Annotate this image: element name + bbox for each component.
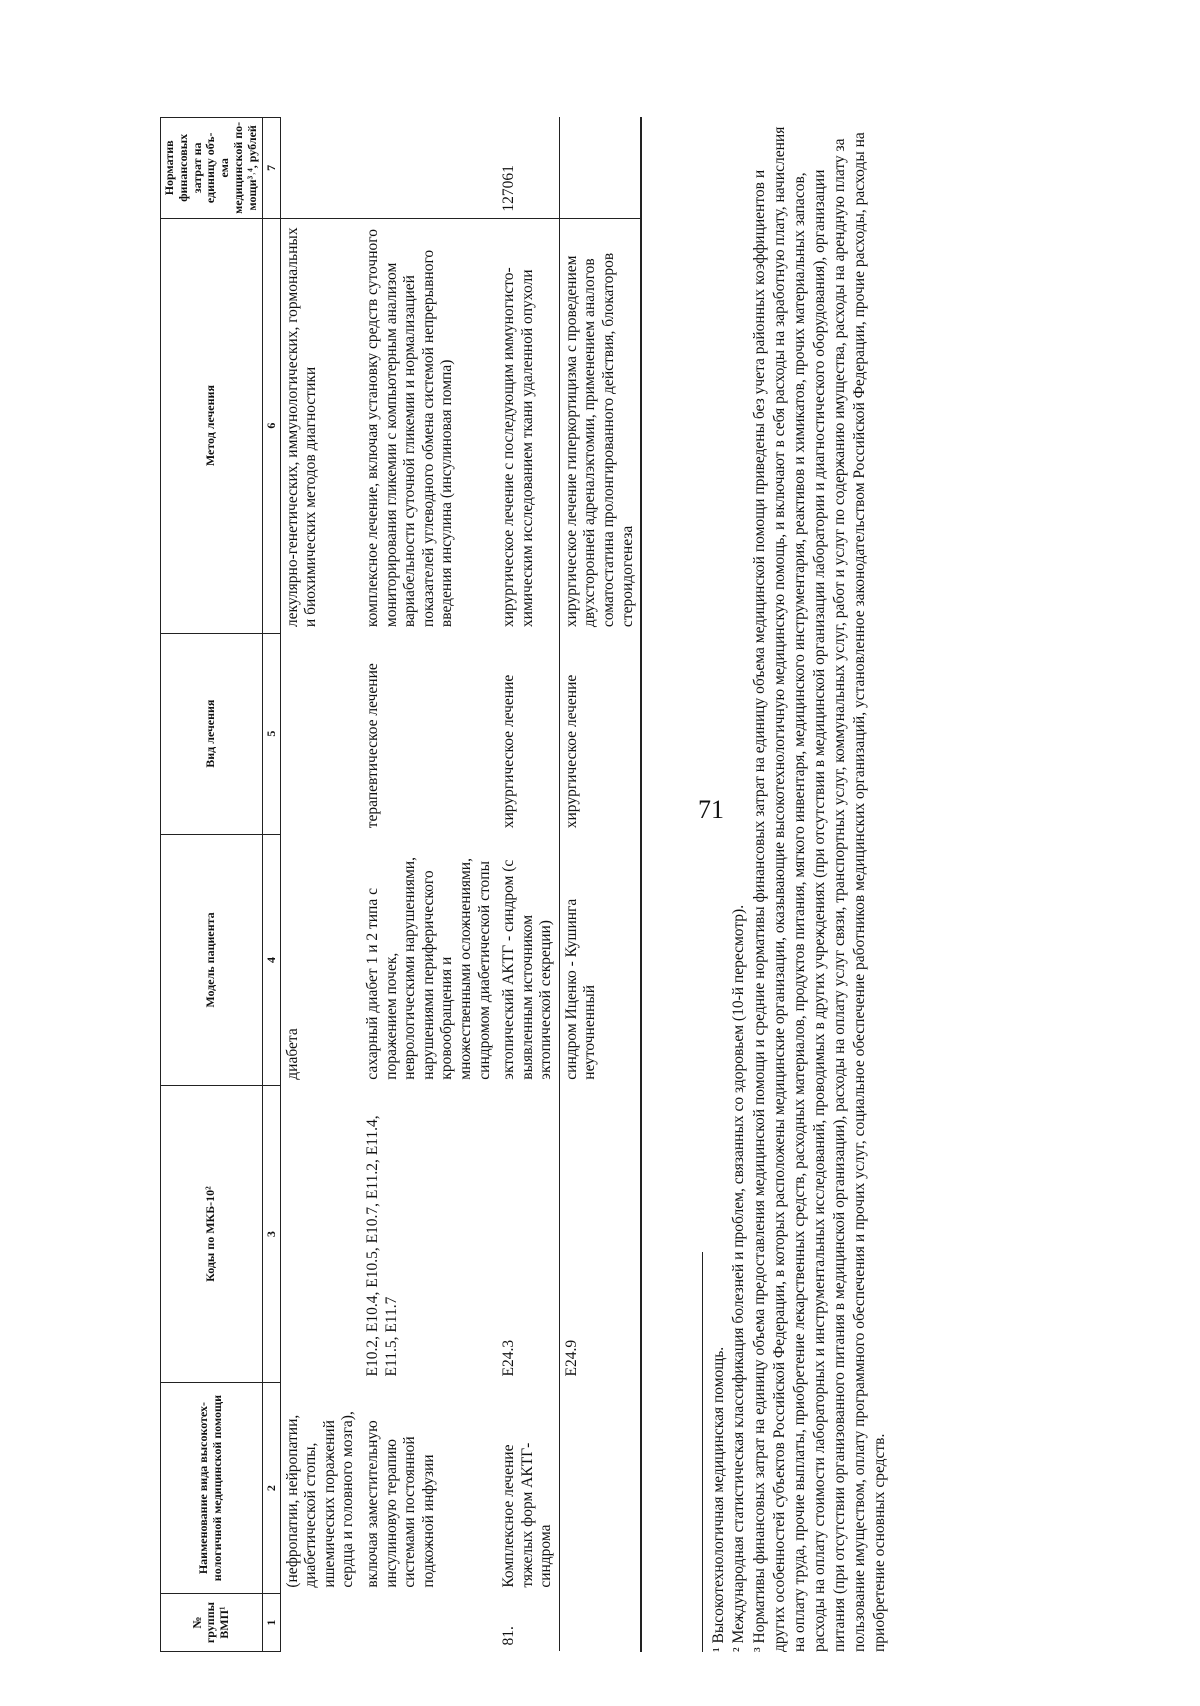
- icd-codes: E24.3: [500, 1339, 518, 1377]
- footnote-3: ³ Нормативы финансовых затрат на единицу объема предоставления медицинской помощи и средние нормативы финансовых затрат на единицу объема медицинской помощи приведены без учета районных коэффициентов и других особенностей субъектов Российской Федерации, в которых расположены медицинские организации, оказывающие высокотехнологичную медицинскую помощь, и включают в себя расходы на заработную плату, начисления на оплату труда, прочие выплаты, приобретение лекарственных средств, расходных материалов, продуктов питания, мягкого инвентаря, медицинского инструментария, реактивов и химикатов, прочих материальных запасов, расходы на оплату стоимости лабораторных и инструментальных исследований, проводимых в других учреждениях (при отсутствии в медицинской организации лаборатории и диагностического оборудования), организации питания (при отсутствии организованного питания в медицинской организации), расходы на оплату услуг связи, транспортных услуг, коммунальных услуг, работ и услуг по содержанию имущества, расходы на арендную плату за пользование имуществом, оплату программного обеспечения и прочих услуг, социальное обеспечение работников медицинских организаций, установленное законодательством Российской Федерации, прочие расходы, расходы на приобретение основных средств.: [750, 126, 889, 1652]
- header-treatment-type: Вид лечения: [161, 633, 263, 834]
- header-vmp-name: Наименование вида высокотех- нологичной медицинской помощи: [161, 1382, 263, 1593]
- col-number: 5: [262, 633, 280, 834]
- table-row: [361, 118, 497, 1652]
- table-row: [497, 118, 559, 1652]
- cost-norm: [280, 118, 361, 219]
- vmp-name: включая заместительную инсулиновую терапию системами постоянной подкожной инфузии: [363, 1420, 437, 1588]
- col-number: 7: [262, 118, 280, 219]
- treatment-method: комплексное лечение, включая установку средств суточного мониторирования гликемии с компьютерным анализом вариабельности суточной гликемии и нормализацией показателей углеводного обмена системой непрерывного введения инсулина (инсулиновая помпа): [363, 229, 456, 628]
- patient-model: сахарный диабет 1 и 2 типа с поражением почек, неврологическими нарушениями, нарушениями периферического кровообращения и множественными осложнениями, синдромом диабетической стопы: [363, 857, 493, 1080]
- icd-codes: E24.9: [559, 1086, 640, 1383]
- header-treatment-method: Метод лечения: [161, 218, 263, 633]
- patient-model: диабета: [283, 1028, 301, 1080]
- treatment-type: хирургическое лечение: [500, 674, 518, 829]
- patient-model: эктопический АКТГ - синдром (с выявленным источником эктопической секреции): [500, 859, 555, 1080]
- footnote-2: ² Международная статистическая классификация болезней и проблем, связанных со здоровьем (10-й пересмотр).: [730, 904, 748, 1652]
- treatment-method: хирургическое лечение гиперкортицизма с проведением двухсторонней адреналэктомии, применением аналогов соматостатина пролонгированного действия, блокаторов стероидогенеза: [559, 218, 640, 633]
- vmp-name: (нефропатии, нейропатии, диабетической стопы, ишемических поражений сердца и головного мозга),: [283, 1411, 357, 1588]
- treatment-type: хирургическое лечение: [559, 633, 640, 834]
- treatment-method: лекулярно-генетических, иммунологических, гормональных и биохимических методов диагностики: [283, 227, 320, 628]
- col-number: 1: [262, 1594, 280, 1652]
- header-group-number: № группы ВМП¹: [161, 1594, 263, 1652]
- col-number: 4: [262, 834, 280, 1085]
- rotated-page-content: [160, 117, 1052, 1652]
- group-number: [361, 1594, 497, 1652]
- group-number: [559, 1594, 640, 1652]
- table-row: [559, 118, 640, 1652]
- vmp-table: [160, 117, 640, 1652]
- table-bottom-rule: [640, 117, 642, 1652]
- header-cost-norm: Норматив финансовых затрат на единицу объ- ема медицинской по- мощи³˒⁴, рублей: [161, 118, 263, 219]
- footnotes: [709, 122, 890, 1652]
- treatment-method: хирургическое лечение с последующим иммуногисто-химическим исследованием ткани удаленной опухоли: [500, 267, 536, 628]
- footnote-1: ¹ Высокотехнологичная медицинская помощь.: [710, 1346, 728, 1652]
- icd-codes: E10.2, E10.4, E10.5, E10.7, E11.2, E11.4, E11.5, E11.7: [363, 1115, 400, 1377]
- footnote-separator: [702, 1252, 703, 1652]
- icd-codes: [280, 1086, 361, 1383]
- vmp-name: Комплексное лечение тяжелых форм АКТГ-синдрома: [500, 1442, 555, 1588]
- cost-norm: [559, 118, 640, 219]
- treatment-type: терапевтическое лечение: [363, 663, 381, 829]
- header-icd-codes: Коды по МКБ-10²: [161, 1086, 263, 1383]
- vmp-name: [559, 1382, 640, 1593]
- treatment-type: [280, 633, 361, 834]
- col-number: 2: [262, 1382, 280, 1593]
- header-patient-model: Модель пациента: [161, 834, 263, 1085]
- table-row: [280, 118, 361, 1652]
- group-number: [280, 1594, 361, 1652]
- col-number: 6: [262, 218, 280, 633]
- group-number: 81.: [500, 1626, 518, 1646]
- cost-norm: [361, 118, 497, 219]
- col-number: 3: [262, 1086, 280, 1383]
- page-number: 71: [698, 795, 724, 824]
- cost-norm: 127061: [497, 118, 559, 219]
- patient-model: синдром Иценко - Кушинга неуточненный: [559, 834, 640, 1085]
